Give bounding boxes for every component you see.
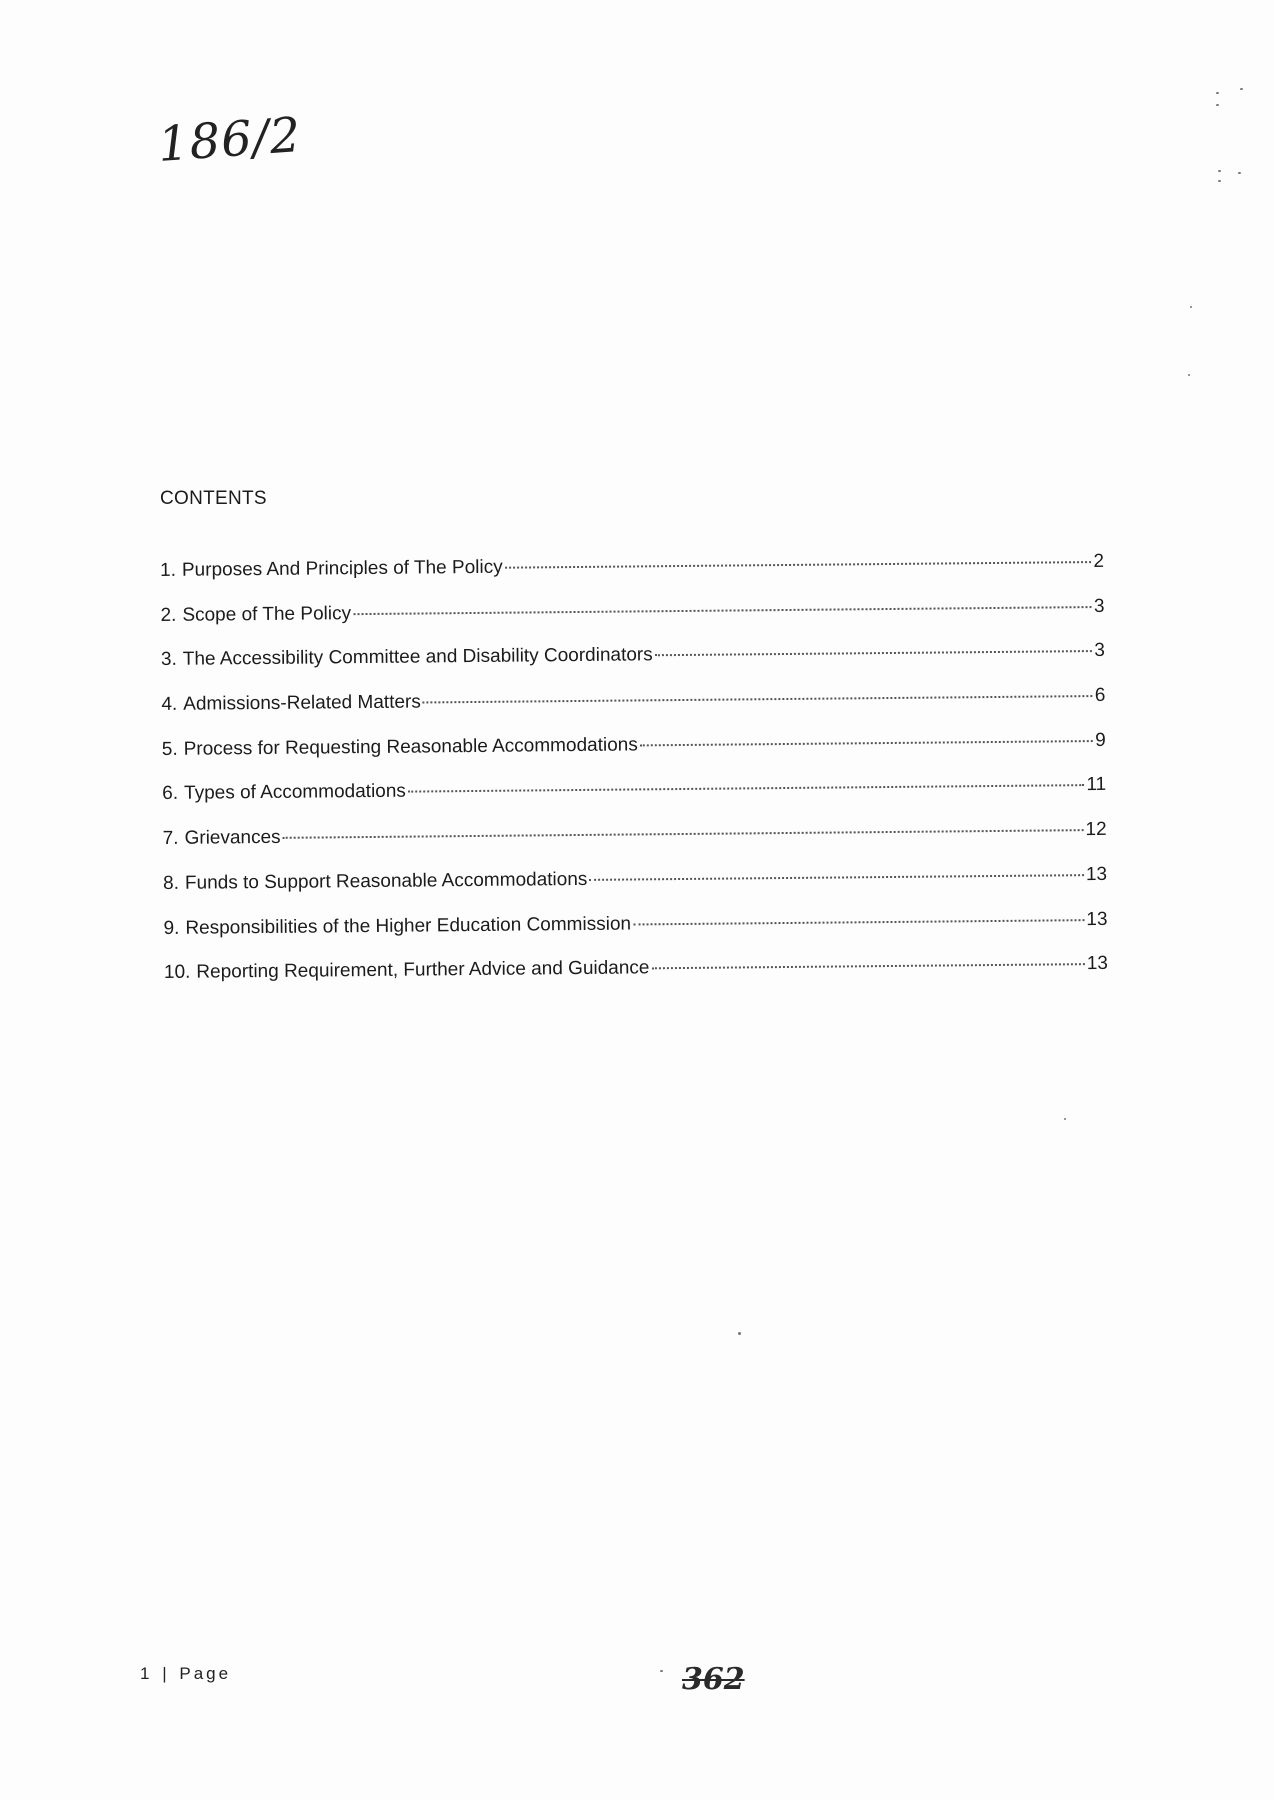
dot-leader — [283, 829, 1084, 839]
scan-speck — [1188, 374, 1190, 376]
dot-leader — [640, 740, 1093, 746]
toc-entry-title: Purposes And Principles of The Policy — [181, 556, 503, 581]
scan-speck — [1216, 92, 1219, 94]
handwritten-reference-number: 186/2 — [156, 107, 304, 173]
toc-entry-number: 3. — [160, 649, 177, 671]
toc-entry-title: Admissions-Related Matters — [183, 691, 421, 715]
scan-speck — [738, 1332, 741, 1335]
toc-entry-page: 6 — [1094, 684, 1106, 707]
scan-speck — [1216, 104, 1219, 106]
toc-entry-number: 7. — [162, 827, 179, 850]
toc-entry-number: 1. — [160, 559, 177, 581]
scan-speck — [660, 1670, 663, 1672]
toc-entry-title: Grievances — [184, 826, 281, 849]
toc-entry-title: Types of Accommodations — [184, 781, 406, 805]
scan-speck — [1240, 88, 1243, 90]
toc-entry-number: 4. — [161, 693, 178, 716]
dot-leader — [423, 695, 1093, 703]
toc-entry-page: 3 — [1094, 640, 1106, 662]
toc-entry-title: Process for Requesting Reasonable Accommodations — [183, 734, 638, 760]
toc-entry-title: The Accessibility Committee and Disability Coordinators — [182, 644, 653, 671]
toc-entry-title: Funds to Support Reasonable Accommodations — [184, 868, 588, 894]
toc-entry-title: Scope of The Policy — [182, 602, 352, 626]
scan-speck — [1218, 170, 1221, 172]
toc-entry-number: 8. — [163, 872, 180, 894]
toc-entry-page: 12 — [1085, 819, 1107, 841]
footer-separator: | — [162, 1664, 170, 1683]
dot-leader — [353, 606, 1092, 615]
dot-leader — [408, 785, 1085, 793]
toc-entry — [164, 953, 1108, 1007]
toc-entry-page: 13 — [1085, 863, 1108, 885]
dot-leader — [655, 650, 1093, 656]
toc-entry-page: 3 — [1093, 595, 1105, 617]
dot-leader — [589, 874, 1084, 881]
toc-entry-page: 2 — [1093, 550, 1105, 573]
toc-entry-page: 9 — [1095, 729, 1106, 751]
toc-entry-number: 10. — [163, 961, 191, 984]
toc-entry-number: 6. — [162, 783, 179, 805]
scan-speck — [1064, 1118, 1066, 1120]
toc-entry-page: 11 — [1086, 774, 1107, 796]
scan-speck — [1238, 172, 1241, 174]
footer-page-number: 1 — [140, 1664, 153, 1683]
dot-leader — [651, 963, 1084, 969]
toc-entry-page: 13 — [1086, 953, 1109, 975]
scan-speck — [1218, 180, 1221, 182]
dot-leader — [633, 919, 1084, 925]
page-footer — [140, 1664, 231, 1684]
toc-entry-number: 2. — [160, 604, 177, 626]
dot-leader — [505, 561, 1092, 569]
toc-entry-number: 5. — [161, 738, 178, 760]
scan-speck — [1190, 306, 1192, 308]
table-of-contents — [160, 551, 1108, 1007]
toc-entry-title: Responsibilities of the Higher Education Commission — [185, 912, 632, 939]
toc-entry-number: 9. — [163, 917, 180, 939]
contents-heading: CONTENTS — [160, 488, 267, 509]
stamped-page-number: 362 — [682, 1662, 745, 1697]
toc-entry-page: 13 — [1086, 908, 1108, 930]
toc-entry-title: Reporting Requirement, Further Advice and Guidance — [196, 957, 650, 983]
footer-page-label: Page — [179, 1664, 232, 1683]
